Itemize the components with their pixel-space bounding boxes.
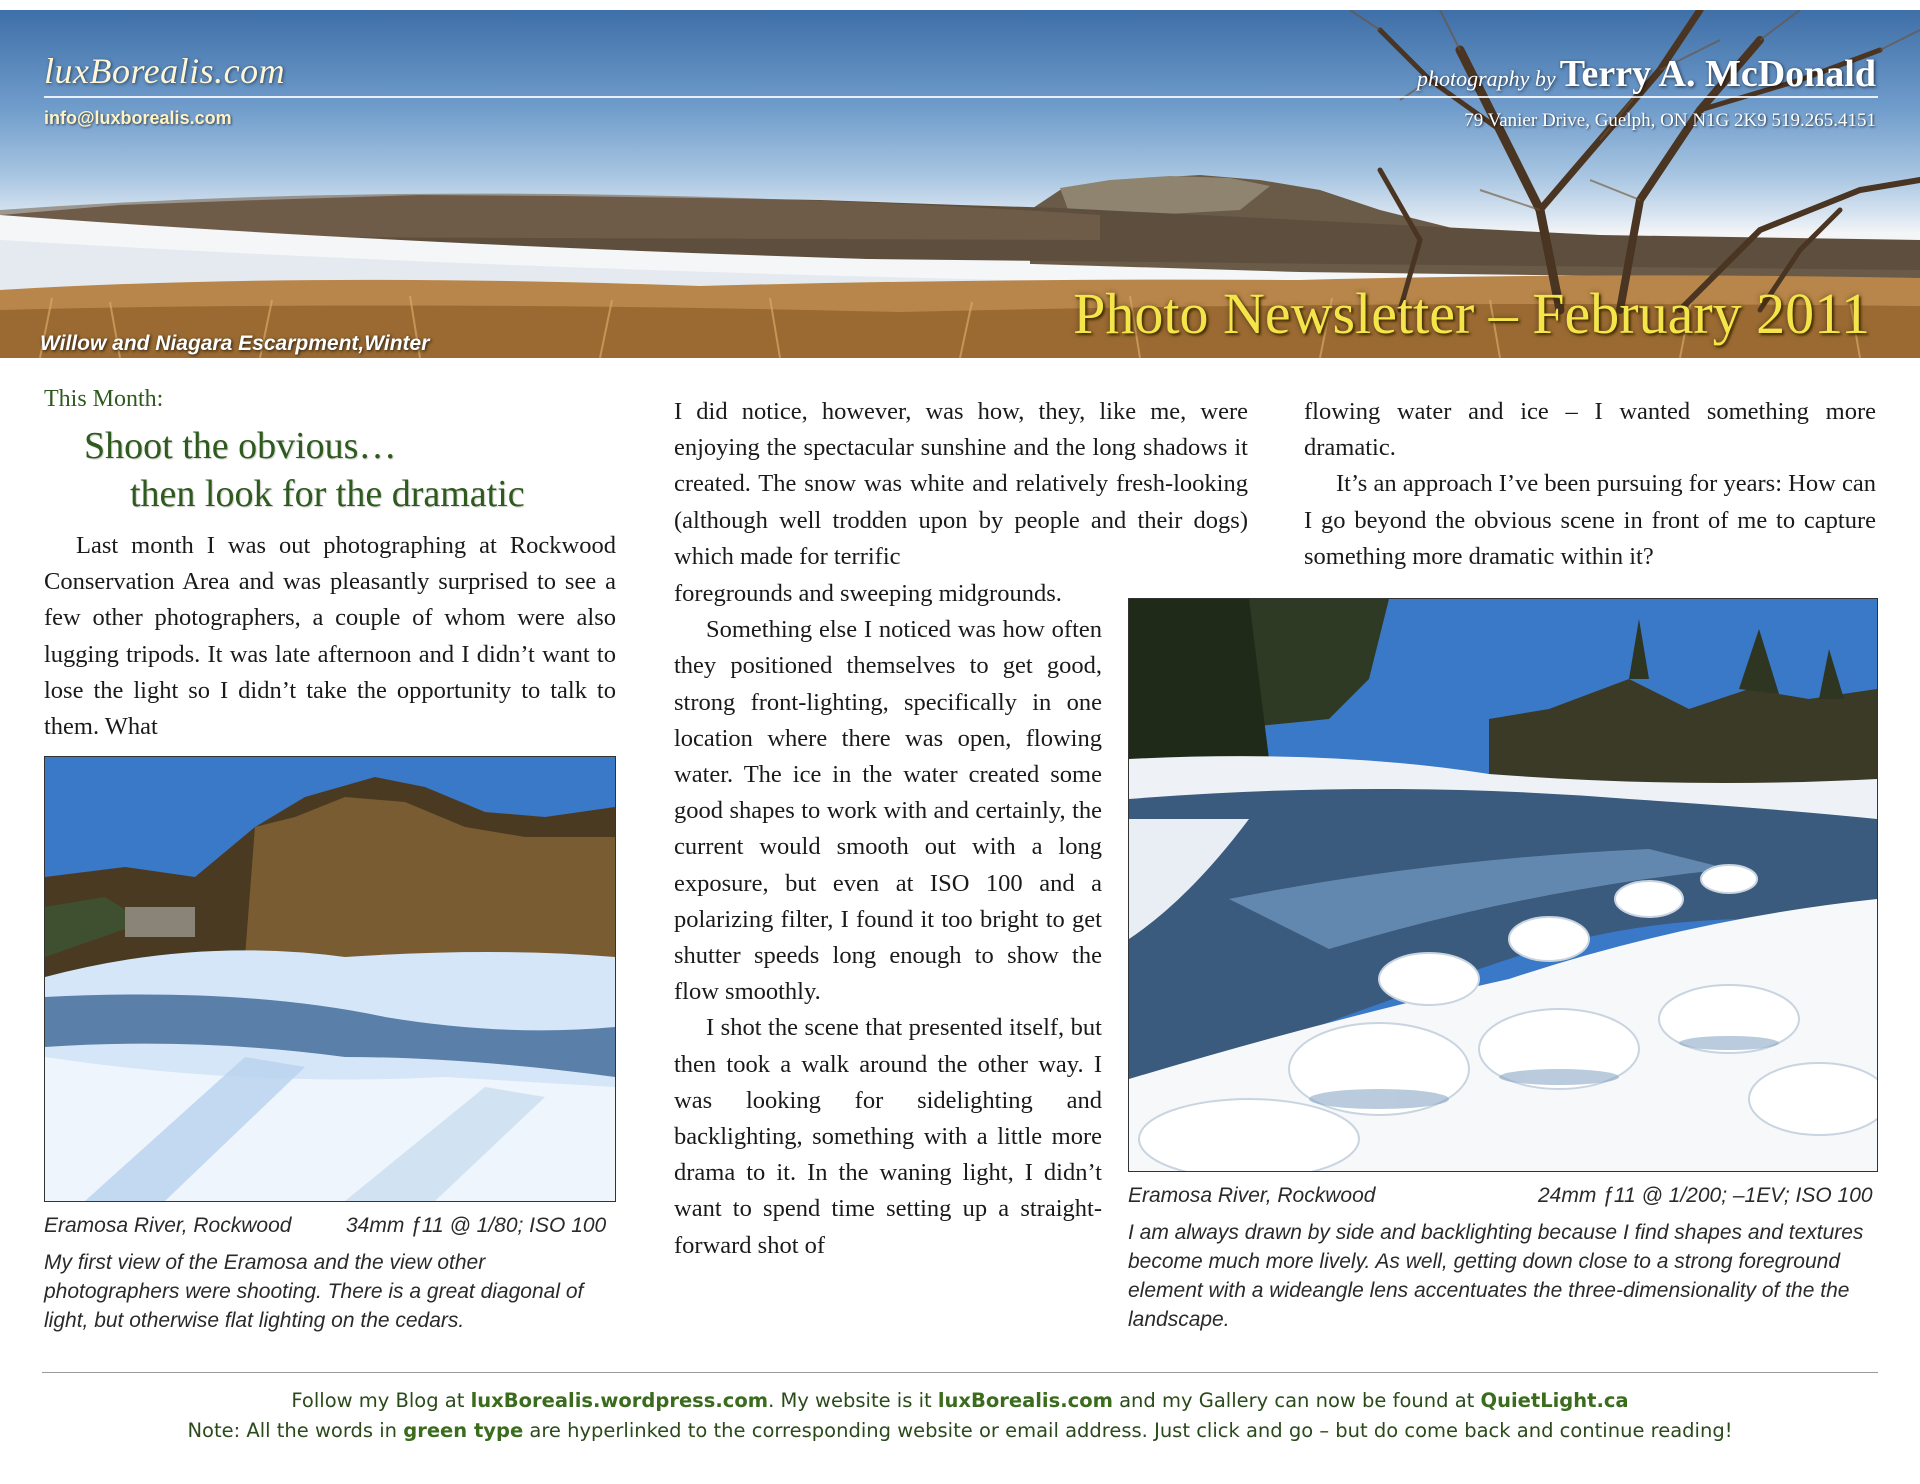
header-rule — [44, 96, 1878, 98]
footer-line-1 — [0, 1386, 1920, 1416]
footer-text: . My website is it — [768, 1389, 938, 1412]
photo-eramosa-backlit — [1128, 598, 1878, 1172]
website-link[interactable]: luxBorealis.com — [937, 1389, 1113, 1412]
article-headline — [84, 422, 525, 518]
photographer-name: Terry A. McDonald — [1559, 53, 1876, 95]
headline-line-2: then look for the dramatic — [130, 473, 525, 515]
footer-text: Follow my Blog at — [291, 1389, 471, 1412]
article-column-1 — [44, 528, 616, 745]
paragraph: flowing water and ice – I wanted something more dramatic. — [1304, 398, 1876, 462]
article-column-3 — [1304, 394, 1876, 575]
paragraph: It’s an approach I’ve been pursuing for years: How can I go beyond the obvious scene in front of me to capture something more dramatic within it? — [1304, 470, 1876, 570]
photo2-exif: 24mm ƒ11 @ 1/200; –1EV; ISO 100 — [1538, 1184, 1873, 1207]
photo-image — [1129, 599, 1877, 1171]
photo1-location: Eramosa River, Rockwood — [44, 1214, 292, 1237]
byline-prefix: photography by — [1416, 66, 1556, 91]
footer-line-2 — [0, 1416, 1920, 1446]
footer-text: and my Gallery can now be found at — [1112, 1389, 1481, 1412]
byline — [1417, 52, 1876, 96]
article-column-2-top — [674, 394, 1248, 575]
footer-text: are hyperlinked to the corresponding website or email address. Just click and go – but do come back and continue reading! — [523, 1419, 1733, 1442]
blog-link[interactable]: luxBorealis.wordpress.com — [470, 1389, 769, 1412]
footer — [0, 1386, 1920, 1446]
footer-text: Note: All the words in — [187, 1419, 404, 1442]
footer-divider — [42, 1372, 1878, 1373]
paragraph: I did notice, however, was how, they, like me, were enjoying the spectacular sunshine and the long shadows it created. The snow was white and relatively fresh-looking (although well trodden upon by people and their dogs) which made for terrific — [674, 398, 1248, 570]
site-name[interactable]: luxBorealis.com — [44, 51, 286, 91]
photo-image — [45, 757, 615, 1201]
contact-address: 79 Vanier Drive, Guelph, ON N1G 2K9 519.265.4151 — [1464, 110, 1876, 131]
paragraph: foregrounds and sweeping midgrounds. — [674, 580, 1062, 607]
photo2-caption: I am always drawn by side and backlighting because I find shapes and textures become much more lively. As well, getting down close to a strong foreground element with a wideangle lens accentuates the three-dimensionality of the the landscape. — [1128, 1221, 1864, 1331]
newsletter-title: Photo Newsletter – February 2011 — [1073, 281, 1870, 346]
gallery-link[interactable]: QuietLight.ca — [1480, 1389, 1629, 1412]
paragraph: I shot the scene that presented itself, but then took a walk around the other way. I was looking for sidelighting and backlighting, something with a little more drama to it. In the waning light, I didn’t want to spend time setting up a straight-forward shot of — [674, 1014, 1102, 1259]
photo1-exif: 34mm ƒ11 @ 1/80; ISO 100 — [346, 1214, 607, 1237]
header-banner — [0, 10, 1920, 358]
headline-line-1: Shoot the obvious… — [84, 425, 397, 467]
photo-eramosa-frontlit — [44, 756, 616, 1202]
green-type-note: green type — [403, 1419, 524, 1442]
banner-caption: Willow and Niagara Escarpment,Winter — [40, 332, 430, 355]
paragraph: Something else I noticed was how often they positioned themselves to get good, strong front-lighting, specifically in one location where there was open, flowing water. The ice in the water created some good shapes to work with and certainly, the current would smooth out with a long exposure, but even at ISO 100 and a polarizing filter, I found it too bright to get shutter speeds long enough to show the flow smoothly. — [674, 616, 1102, 1006]
email-link[interactable]: info@luxborealis.com — [44, 108, 232, 128]
photo1-caption: My first view of the Eramosa and the view other photographers were shooting. There is a great diagonal of light, but otherwise flat lighting on the cedars. — [44, 1251, 584, 1332]
paragraph: Last month I was out photographing at Rockwood Conservation Area and was pleasantly surprised to see a few other photographers, a couple of whom were also lugging tripods. It was late afternoon and I didn’t want to lose the light so I didn’t take the opportunity to talk to them. What — [44, 532, 616, 741]
section-kicker: This Month: — [44, 386, 164, 412]
photo2-location: Eramosa River, Rockwood — [1128, 1184, 1376, 1207]
article-column-2-narrow — [674, 576, 1102, 1264]
